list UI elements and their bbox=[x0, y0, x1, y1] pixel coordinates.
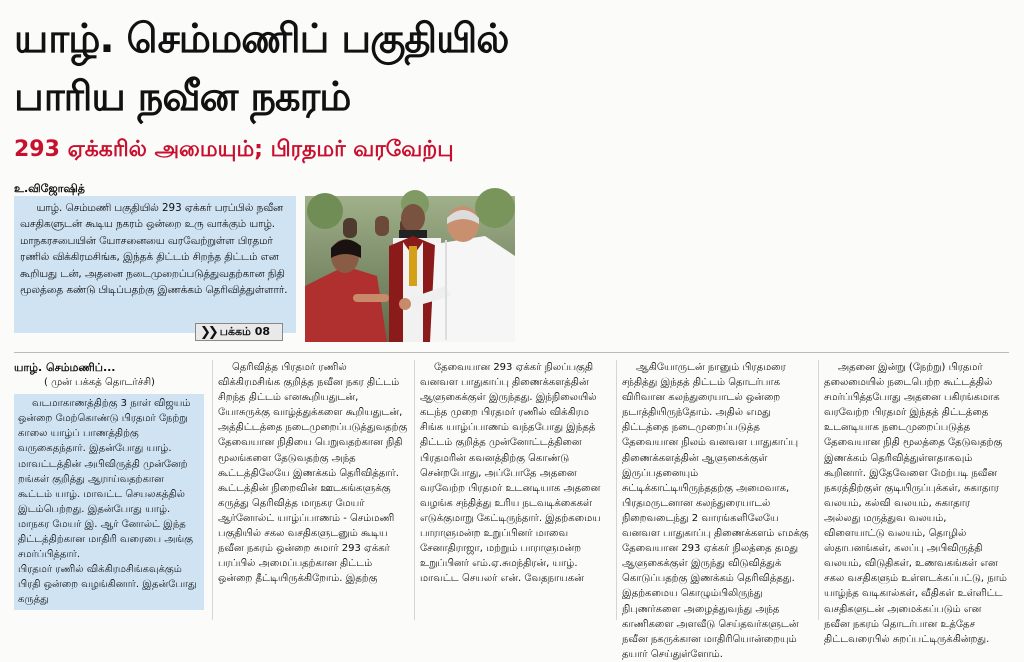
headline bbox=[14, 10, 574, 126]
column-kicker: யாழ். செம்மணிப்... bbox=[14, 361, 116, 374]
column-1-body bbox=[14, 394, 204, 609]
column-5-text: அதனை இன்று (நேற்று) பிரதமர் தலைமையில் நடைபெற்ற கூட்டத்தில் சமர்ப்பித்தபோது அதனை பகிரங்கமாக வரவேற்ற பிரதமர் இந்தத் திட்டத்தை உடனடியாக நடைமுறைப்படுத்த தேவையான நிதி மூலத்தை தேடுவதற்கு இணக்கம் தெரிவித்துள்ளதாகவும் கூறினார். இதேவேளை மேற்படி நவீன நகரத்திற்குள் குடியிருப்புக்கள், சுகாதார வலயம், கல்வி வலயம், சுகாதார அல்லது மருத்துவ வலயம், விளையாட்டு வலயம், தொழில் ஸ்தாபனங்கள், கலப்பு அபிவிருத்தி வலயம், விடுதிகள், உணவகங்கள் என சகல வசதிகளும் உள்ளடக்கப்பட்டு, நாம் யாழ்ந்த வடிகால்கள், வீதிகள் உள்ளிட்ட வசதிகளுடன் அமைக்கப்படும் என நவீன நகரம் தொடர்பான உத்தேச திட்டவரைபில் சுறப்பட்டிருக்கின்றது. bbox=[824, 362, 1007, 645]
article-column-3 bbox=[420, 360, 610, 592]
column-2-text: தெரிவித்த பிரதமர் ரணில் விக்கிரமசிங்க குறித்த நவீன நகர திட்டம் சிறந்த திட்டம் எனகூறியதுடன், யோசுருக்கு வாழ்த்துக்களை கூறியதுடன், அத்திட்டத்தை நடைமுறைப்படுத்துவதற்கு தேவையான நிதியை பெறுவதற்கான நிதி மூலங்களை தேடுவதற்கு அந்த கூட்டத்திலேயே இணக்கம் தெரிவித்தார். கூட்டத்தின் நிறைவின் ஊடகங்களுக்கு கருத்து தெரிவித்த மாநகர மேயர் ஆர்னோல்ட் யாழ்ப்பாணம் - செம்மணி பகுதியில் சகல வசதிகளுடனும் கூடிய நவீன நகரம் ஒன்றை சுமார் 293 ஏக்கர் பரப்பில் அமைப்பதற்கான திட்டம் ஒன்றை தீட்டியிருக்கிறோம். இதற்கு bbox=[218, 362, 408, 585]
subheadline: 293 ஏக்கரில் அமையும்; பிரதமர் வரவேற்பு bbox=[14, 137, 454, 162]
column-divider bbox=[616, 360, 617, 620]
intro-box bbox=[14, 196, 296, 333]
headline-line-1: யாழ். செம்மணிப் பகுதியில் bbox=[14, 16, 509, 62]
column-3-text: தேவையான 293 ஏக்கர் நிலப்பகுதி வனவள பாதுகாப்பு திணைக்களத்தின் ஆளுகைக்குள் இருந்தது. இந்நிலையில் கடந்த முறை பிரதமர் ரணில் விக்கிரம சிங்க யாழ்ப்பாணம் வந்தபோது இந்தத் திட்டம் குறித்த முன்னோட்டத்தினை பிரதமரின் கவனத்திற்கு கொண்டு சென்றபோது, அப்போதே அதனை வரவேற்ற பிரதமர் உடனடியாக அதனை வழங்க சந்தித்து உரிய நடவடிக்கைகள் எடுக்குமாறு கேட்டிருந்தார். இதற்கமைய பாராளுமன்ற உறுப்பினர் மாவை சேனாதிராஜா, மற்றும் பாராளுமன்ற உறுப்பினர் எம்.ஏ.சுமந்திரன், யாழ். மாவட்ட செயலர் என். வேதநாயகன் bbox=[420, 362, 601, 585]
column-4-text: ஆகியோருடன் நானும் பிரதமரை சந்தித்து இந்தத் திட்டம் தொடர்பாக விரிவான கலந்துரையாடல் ஒன்றை நடாத்தியிருந்தோம். அதில் எமது திட்டத்தை நடைமுறைப்படுத்த தேவையான நிலம் வனவள பாதுகாப்பு திணைக்களத்தின் ஆளுகைக்குள் இருப்பதனையும் சுட்டிக்காட்டியிருந்ததற்கு அமைவாக, பிரதமருடனான கலந்துரையாடல் நிறைவடைந்து 2 வாரங்களிலேயே வனவள பாதுகாப்பு திணைக்களம் எமக்கு தேவையான 293 ஏக்கர் நிலத்தை தமது ஆளுகைக்குள் இருந்து விடுவித்துக் கொடுப்பதற்கு இணக்கம் தெரிவித்தது. இதற்கமைய கொழும்பிலிருந்து நிபுணர்களை அழைத்துவந்து அந்த காணிகளை அளவீடு செய்தவர்களுடன் நவீன நகருக்கான மாதிரியொன்றையும் தயார் செய்துள்ளோம். bbox=[622, 362, 809, 660]
page-reference-box[interactable] bbox=[195, 323, 283, 341]
column-divider bbox=[818, 360, 819, 620]
section-divider bbox=[14, 352, 1009, 353]
article-column-4 bbox=[622, 360, 812, 660]
byline: உ.விஜோஷித் bbox=[14, 182, 85, 195]
column-divider bbox=[414, 360, 415, 620]
column-1-text: வடமாகாணத்திற்கு 3 நாள் விஜயம் ஒன்றை மேற்கொண்டு பிரதமர் நேற்று காலை யாழ்ப் பாணத்திற்கு வருகைதந்தார். இதன்போது யாழ். மாவட்டத்தின் அபிவிருத்தி முன்னேற் றங்கள் குறித்து ஆராய்வதற்கான கூட்டம் யாழ். மாவட்ட செயலகத்தில் இடம்பெற்றது. இதன்போது யாழ். மாநகர மேயர் இ. ஆர் னோல்ட் இந்த திட்டத்திற்கான மாதிரி வரைபை அங்கு சமர்ப்பித்தார். பிரதமர் ரணில் விக்கிரமசிங்கவுக்கும் பிரதி ஒன்றை வழங்கினார். இதன்போது கருத்து bbox=[18, 398, 197, 606]
headline-line-2: பாரிய நவீன நகரம் bbox=[14, 74, 351, 120]
column-divider bbox=[212, 360, 213, 620]
article-column-5 bbox=[824, 360, 1009, 645]
article-column-1 bbox=[14, 360, 204, 606]
article-column-2 bbox=[218, 360, 408, 592]
double-arrow-icon: ❯❯ bbox=[200, 324, 216, 340]
page-reference-label: பக்கம் 08 bbox=[219, 324, 271, 338]
news-photo bbox=[305, 196, 515, 342]
intro-text: யாழ். செம்மணி பகுதியில் 293 ஏக்கர் பரப்பில் நவீன வசதிகளுடன் கூடிய நகரம் ஒன்றை உரு வாக்கும் யாழ். மாநகரசபையின் யோசனையை வரவேற்றுள்ள பிரதமர் ரணில் விக்கிரமசிங்க, இந்தக் திட்டம் சிறந்த திட்டம் என கூறியது டன், அதனை நடைமுறைப்படுத்துவதற்கான நிதி மூலத்தை கண்டு பிடிப்பதற்கு இணக்கம் தெரிவித்துள்ளார். bbox=[20, 202, 288, 297]
continued-note: ( முன் பக்கத் தொடர்ச்சி) bbox=[44, 377, 155, 389]
photo-illustration bbox=[305, 196, 515, 342]
